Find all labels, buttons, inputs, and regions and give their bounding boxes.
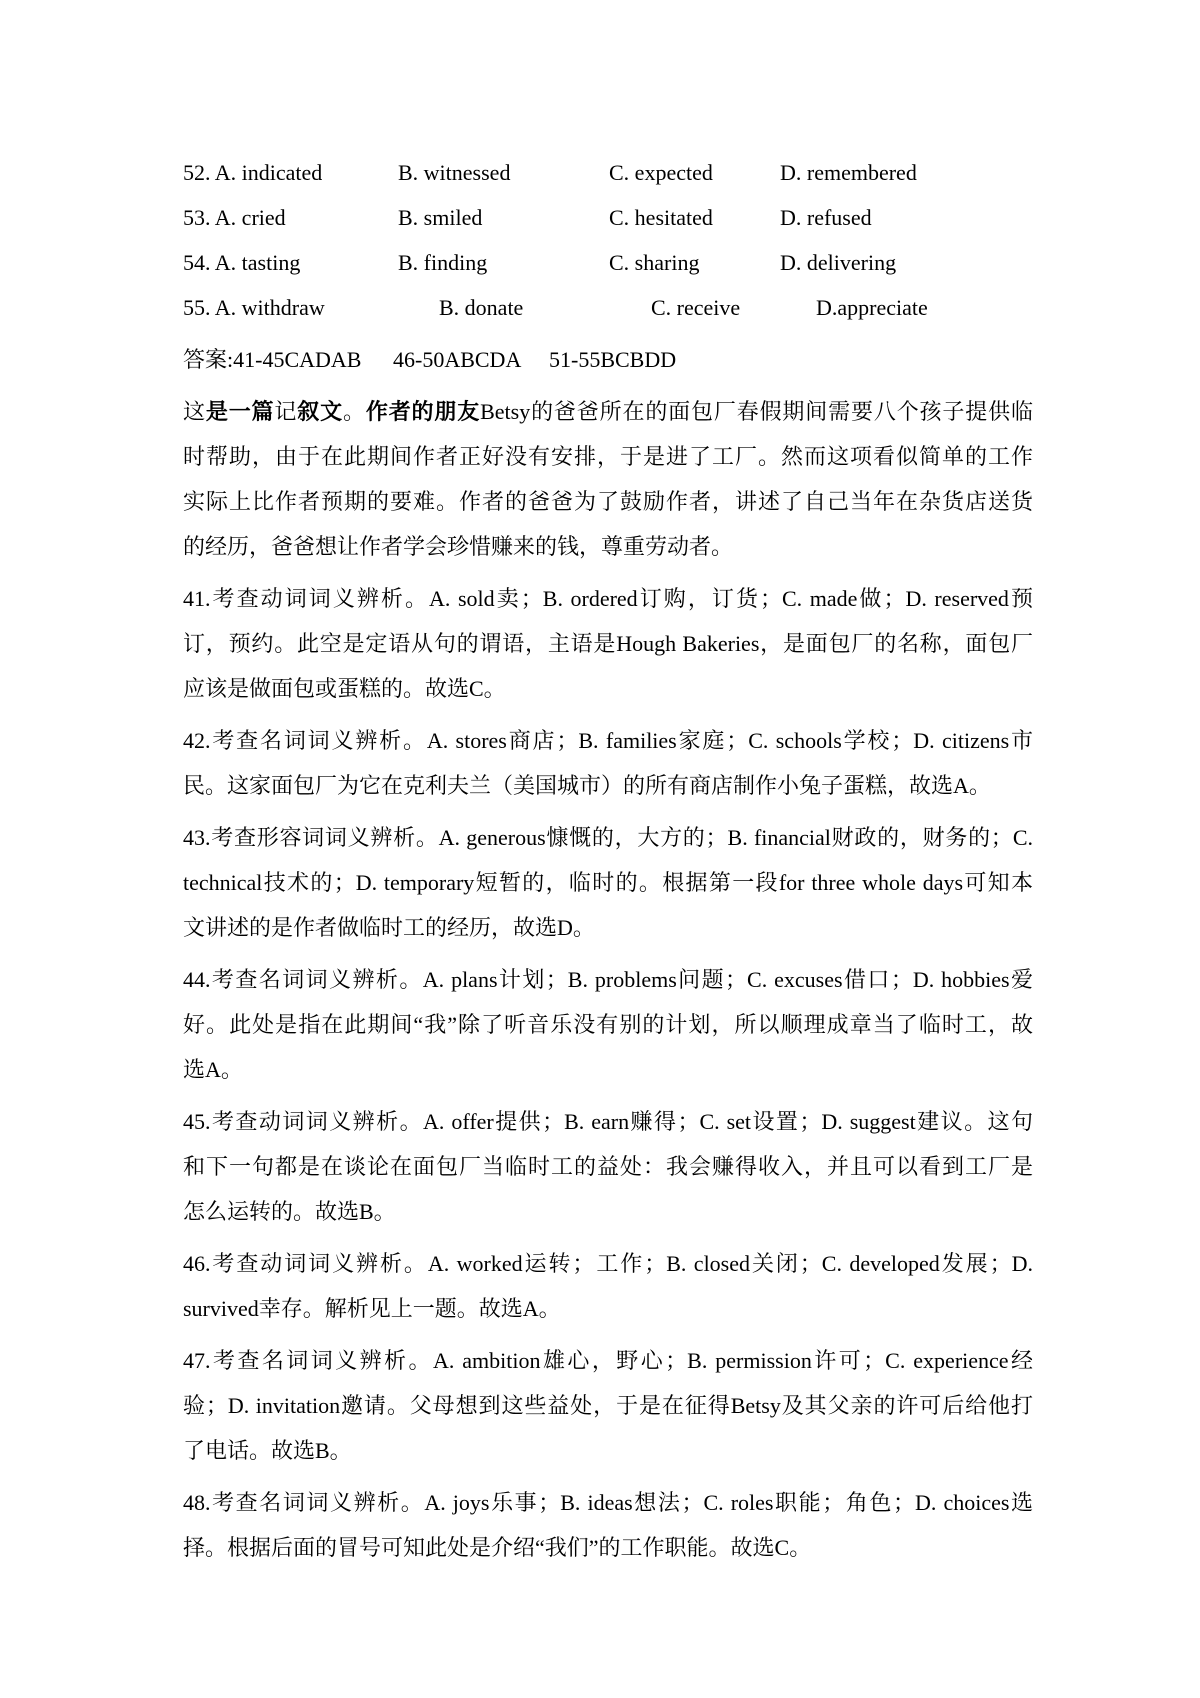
option-row bbox=[183, 240, 1033, 285]
explanation-41 bbox=[183, 576, 1033, 711]
text-line: 验；D. invitation邀请。父母想到这些益处，于是在征得Betsy及其父亲的许可后给他打 bbox=[183, 1393, 1033, 1418]
document-content bbox=[183, 150, 1033, 1570]
explanation-46 bbox=[183, 1241, 1033, 1331]
option-cell: 55. A. withdraw bbox=[183, 295, 325, 320]
explanation-42 bbox=[183, 718, 1033, 808]
options-table bbox=[183, 150, 1033, 330]
option-cell: C. sharing bbox=[609, 250, 700, 275]
option-cell: C. receive bbox=[651, 295, 741, 320]
text-line: 怎么运转的。故选B。 bbox=[183, 1199, 396, 1224]
text-line: 41.考查动词词义辨析。A. sold卖；B. ordered订购，订货；C. made做；D. reserved预 bbox=[183, 586, 1033, 611]
option-cell: B. smiled bbox=[398, 205, 483, 230]
text-line: 44.考查名词词义辨析。A. plans计划；B. problems问题；C. excuses借口；D. hobbies爱 bbox=[183, 967, 1033, 992]
option-cell: 52. A. indicated bbox=[183, 160, 323, 185]
text-line: 45.考查动词词义辨析。A. offer提供；B. earn赚得；C. set设置；D. suggest建议。这句 bbox=[183, 1109, 1033, 1134]
option-cell: 53. A. cried bbox=[183, 205, 286, 230]
text-segment: Betsy的爸爸所在的面包厂春假期间需要八个孩子提供临 bbox=[480, 399, 1033, 424]
text-line: 好。此处是指在此期间“我”除了听音乐没有别的计划，所以顺理成章当了临时工，故 bbox=[183, 1012, 1033, 1037]
answer-label: 答案: bbox=[183, 347, 234, 372]
text-line: 选A。 bbox=[183, 1057, 243, 1082]
text-line: 择。根据后面的冒号可知此处是介绍“我们”的工作职能。故选C。 bbox=[183, 1535, 812, 1560]
answer-key-line bbox=[183, 337, 1033, 382]
text-line: 订，预约。此空是定语从句的谓语，主语是Hough Bakeries，是面包厂的名称，面包厂 bbox=[183, 631, 1033, 656]
option-cell: B. donate bbox=[439, 295, 524, 320]
option-row bbox=[183, 195, 1033, 240]
option-cell: D. refused bbox=[780, 205, 872, 230]
text-segment: 记 bbox=[274, 399, 298, 424]
option-cell: B. witnessed bbox=[398, 160, 511, 185]
text-line: 应该是做面包或蛋糕的。故选C。 bbox=[183, 676, 506, 701]
text-line: 的经历，爸爸想让作者学会珍惜赚来的钱，尊重劳动者。 bbox=[183, 534, 734, 559]
explanation-47 bbox=[183, 1338, 1033, 1473]
text-line bbox=[183, 389, 1033, 434]
bold-text-segment: 叙文 bbox=[297, 399, 343, 424]
text-line: 时帮助，由于在此期间作者正好没有安排，于是进了工厂。然而这项看似简单的工作 bbox=[183, 444, 1033, 469]
text-line: 48.考查名词词义辨析。A. joys乐事；B. ideas想法；C. roles职能；角色；D. choices选 bbox=[183, 1490, 1033, 1515]
bold-text-segment: 是一篇 bbox=[205, 399, 275, 424]
text-line: 民。这家面包厂为它在克利夫兰（美国城市）的所有商店制作小兔子蛋糕，故选A。 bbox=[183, 773, 991, 798]
explanations-list bbox=[183, 576, 1033, 1570]
explanation-48 bbox=[183, 1480, 1033, 1570]
option-cell: C. hesitated bbox=[609, 205, 713, 230]
answer-group: 46-50ABCDA bbox=[393, 347, 522, 372]
text-line: 了电话。故选B。 bbox=[183, 1438, 352, 1463]
text-line: 46.考查动词词义辨析。A. worked运转；工作；B. closed关闭；C. developed发展；D. bbox=[183, 1251, 1033, 1276]
option-cell: C. expected bbox=[609, 160, 713, 185]
answer-group: 41-45CADAB bbox=[233, 347, 362, 372]
text-line: survived幸存。解析见上一题。故选A。 bbox=[183, 1296, 561, 1321]
explanation-44 bbox=[183, 957, 1033, 1092]
text-line: 47.考查名词词义辨析。A. ambition雄心，野心；B. permission许可；C. experience经 bbox=[183, 1348, 1033, 1373]
option-cell: 54. A. tasting bbox=[183, 250, 301, 275]
text-line: 实际上比作者预期的要难。作者的爸爸为了鼓励作者，讲述了自己当年在杂货店送货 bbox=[183, 489, 1033, 514]
text-line: 43.考查形容词词义辨析。A. generous慷慨的，大方的；B. financial财政的，财务的；C. bbox=[183, 825, 1033, 850]
option-cell: D. remembered bbox=[780, 160, 917, 185]
text-segment: 。 bbox=[342, 399, 366, 424]
answer-group: 51-55BCBDD bbox=[549, 347, 677, 372]
explanation-43 bbox=[183, 815, 1033, 950]
text-line: 42.考查名词词义辨析。A. stores商店；B. families家庭；C. schools学校；D. citizens市 bbox=[183, 728, 1033, 753]
passage-summary bbox=[183, 389, 1033, 569]
option-cell: D. delivering bbox=[780, 250, 897, 275]
text-line: technical技术的；D. temporary短暂的，临时的。根据第一段for three whole days可知本 bbox=[183, 870, 1033, 895]
text-segment: 这 bbox=[183, 399, 206, 424]
option-row bbox=[183, 285, 1033, 330]
option-cell: B. finding bbox=[398, 250, 488, 275]
explanation-45 bbox=[183, 1099, 1033, 1234]
option-row bbox=[183, 150, 1033, 195]
option-cell: D.appreciate bbox=[816, 295, 928, 320]
bold-text-segment: 作者的朋友 bbox=[365, 399, 481, 424]
text-line: 和下一句都是在谈论在面包厂当临时工的益处：我会赚得收入，并且可以看到工厂是 bbox=[183, 1154, 1033, 1179]
text-line: 文讲述的是作者做临时工的经历，故选D。 bbox=[183, 915, 595, 940]
